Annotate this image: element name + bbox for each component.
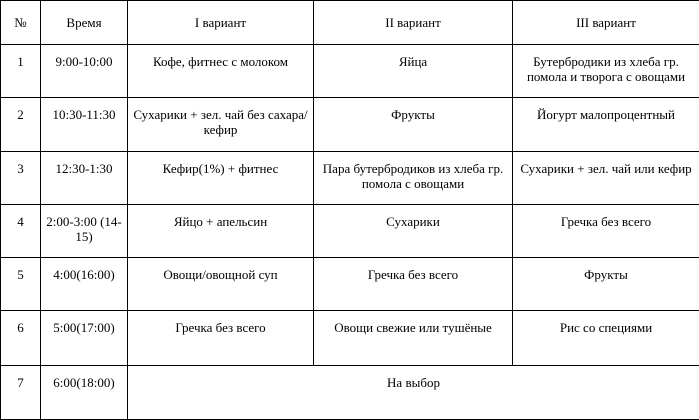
cell-time: 4:00(16:00): [41, 258, 128, 311]
header-variant-3: III вариант: [513, 1, 699, 45]
cell-number: 2: [1, 98, 41, 152]
table-row: [1, 205, 699, 258]
cell-time: 5:00(17:00): [41, 311, 128, 366]
cell-any-choice: На выбор: [128, 366, 699, 420]
cell-variant-3: Бутербродики из хлеба гр. помола и творога с овощами: [513, 45, 699, 98]
cell-variant-2: Фрукты: [314, 98, 513, 152]
header-variant-1: I вариант: [128, 1, 314, 45]
cell-variant-1: Овощи/овощной суп: [128, 258, 314, 311]
cell-number: 1: [1, 45, 41, 98]
header-time: Время: [41, 1, 128, 45]
table-row: [1, 98, 699, 152]
cell-number: 7: [1, 366, 41, 420]
table-row: [1, 311, 699, 366]
cell-number: 5: [1, 258, 41, 311]
cell-variant-1: Сухарики + зел. чай без сахара/кефир: [128, 98, 314, 152]
cell-variant-1: Гречка без всего: [128, 311, 314, 366]
cell-time: 2:00-3:00 (14-15): [41, 205, 128, 258]
cell-variant-3: Сухарики + зел. чай или кефир: [513, 152, 699, 205]
cell-time: 12:30-1:30: [41, 152, 128, 205]
cell-variant-2: Овощи свежие или тушёные: [314, 311, 513, 366]
cell-variant-2: Гречка без всего: [314, 258, 513, 311]
cell-variant-1: Яйцо + апельсин: [128, 205, 314, 258]
table-row: [1, 258, 699, 311]
table-row: [1, 152, 699, 205]
cell-variant-2: Сухарики: [314, 205, 513, 258]
cell-variant-3: Йогурт малопроцентный: [513, 98, 699, 152]
cell-variant-3: Гречка без всего: [513, 205, 699, 258]
cell-time: 10:30-11:30: [41, 98, 128, 152]
cell-variant-1: Кефир(1%) + фитнес: [128, 152, 314, 205]
cell-time: 9:00-10:00: [41, 45, 128, 98]
cell-variant-1: Кофе, фитнес с молоком: [128, 45, 314, 98]
cell-time: 6:00(18:00): [41, 366, 128, 420]
cell-variant-2: Пара бутербродиков из хлеба гр. помола с овощами: [314, 152, 513, 205]
header-row: [1, 1, 699, 45]
cell-number: 3: [1, 152, 41, 205]
table-row: [1, 366, 699, 420]
header-number: №: [1, 1, 41, 45]
cell-number: 6: [1, 311, 41, 366]
cell-variant-2: Яйца: [314, 45, 513, 98]
cell-variant-3: Фрукты: [513, 258, 699, 311]
header-variant-2: II вариант: [314, 1, 513, 45]
cell-number: 4: [1, 205, 41, 258]
cell-variant-3: Рис со специями: [513, 311, 699, 366]
table-row: [1, 45, 699, 98]
